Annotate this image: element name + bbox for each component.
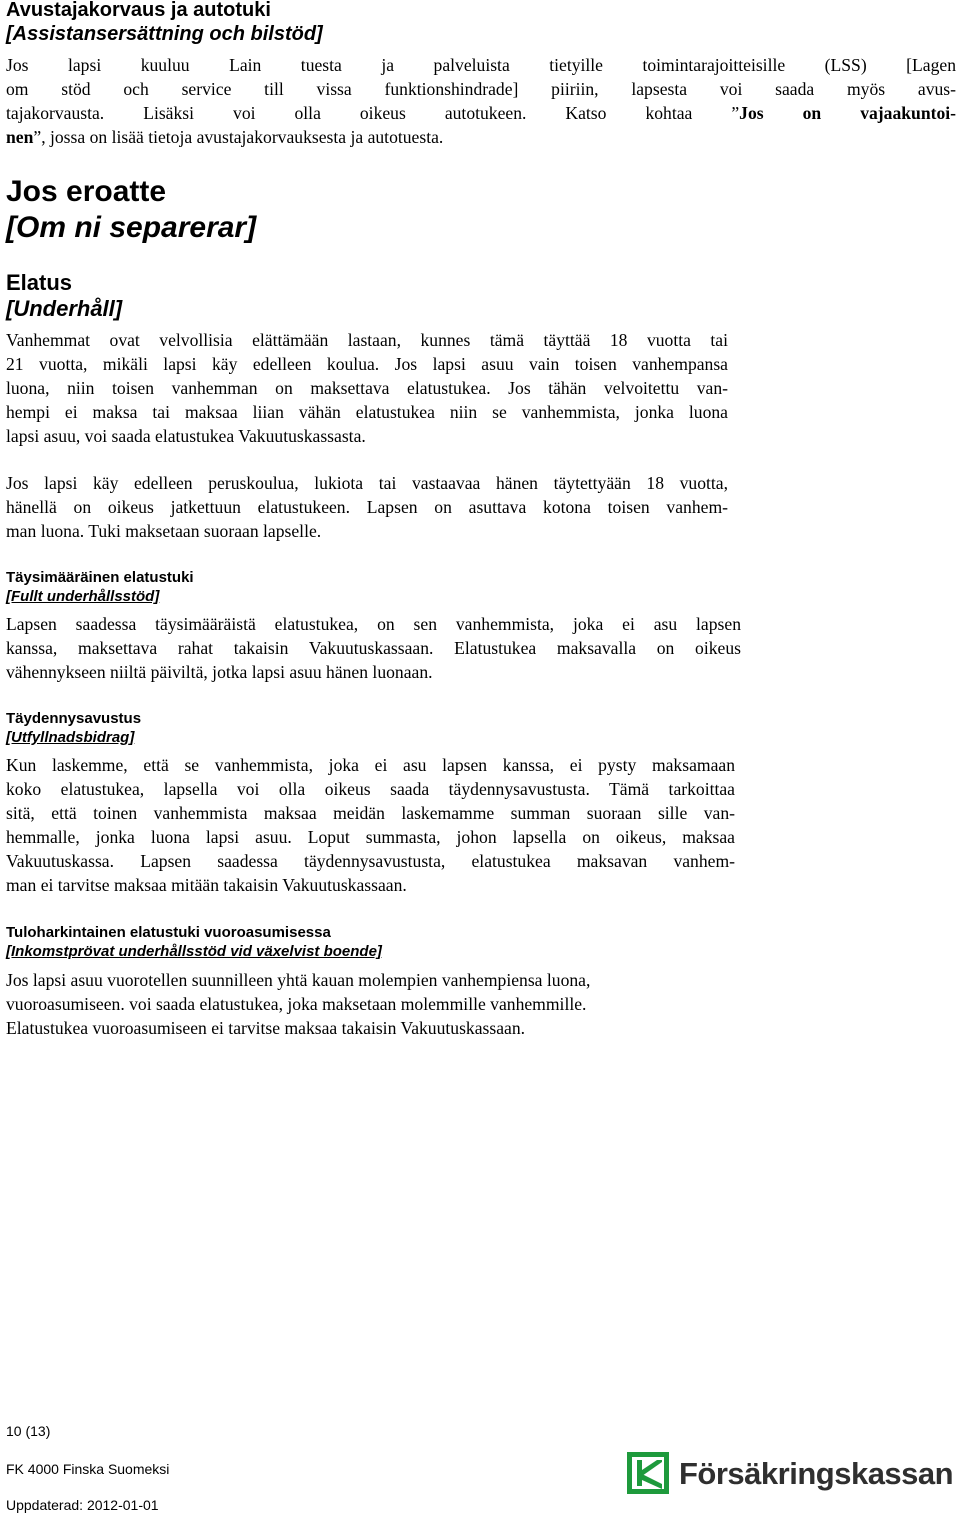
text-line: 21 vuotta, mikäli lapsi käy edelleen koulua. Jos lapsi asuu vain toisen vanhempansa: [6, 354, 728, 374]
text-line: Jos lapsi asuu vuorotellen suunnilleen yhtä kauan molempien vanhempiensa luona,: [6, 970, 591, 990]
paragraph-elatus-2: [6, 471, 728, 543]
heading-elatus: Elatus: [6, 270, 73, 295]
cross-reference-link-text: nen: [6, 127, 34, 147]
subheading-supplementary: [Utfyllnadsbidrag]: [6, 729, 135, 746]
text-line: [6, 125, 956, 149]
text-line: Elatustukea vuoroasumiseen ei tarvitse maksaa takaisin Vakuutuskassaan.: [6, 1018, 526, 1038]
heading-alternating-residence: Tuloharkintainen elatustuki vuoroasumisessa: [6, 924, 331, 941]
text-line: man ei tarvitse maksaa mitään takaisin Vakuutuskassaan.: [6, 875, 407, 895]
page-number: 10 (13): [6, 1423, 51, 1439]
text-line: lapsi asuu, voi saada elatustukea Vakuutuskassasta.: [6, 426, 366, 446]
text-line: sitä, että toinen vanhemmista maksaa meidän laskemamme summan suoraan sille van-: [6, 803, 735, 823]
paragraph-full-support: [6, 612, 741, 684]
text-line: hänellä on oikeus jatkettuun elatustukeen. Lapsen on asuttava kotona toisen vanhem-: [6, 497, 728, 517]
text-line: Kun laskemme, että se vanhemmista, joka ei asu lapsen kanssa, ei pysty maksamaan: [6, 755, 735, 775]
text-line: vähennykseen niiltä päiviltä, jotka lapsi asuu hänen luonaan.: [6, 662, 433, 682]
section-subtitle-assistance: [Assistansersättning och bilstöd]: [6, 23, 323, 45]
text-line: hemmalle, jonka luona lapsi asuu. Loput summasta, johon lapsella on oikeus, maksaa: [6, 827, 735, 847]
text-line: Lapsen saadessa täysimääräistä elatustukea, on sen vanhemmista, joka ei asu lapsen: [6, 614, 741, 634]
forsakringskassan-logo: [627, 1452, 957, 1500]
text-run: ”, jossa on lisää tietoja avustajakorvauksesta ja autotuesta.: [33, 127, 444, 147]
text-line: luona, niin toisen vanhemman on maksettava elatustukea. Jos tähän velvoitettu van-: [6, 378, 728, 398]
cross-reference-link-text: Jos on vajaakuntoi-: [739, 103, 957, 123]
subheading-full-support: [Fullt underhållsstöd]: [6, 588, 160, 605]
paragraph-supplementary: [6, 753, 735, 897]
forsakringskassan-logo-icon: [627, 1452, 669, 1494]
text-line: koko elatustukea, lapsella voi olla oikeus saada täydennysavustusta. Tämä tarkoittaa: [6, 779, 735, 799]
text-line: Jos lapsi kuuluu Lain tuesta ja palveluista tietyille toimintarajoitteisille (LSS) [Lagen: [6, 55, 956, 75]
paragraph-assistance: [6, 53, 956, 149]
subheading-elatus: [Underhåll]: [6, 296, 123, 321]
document-id: FK 4000 Finska Suomeksi: [6, 1461, 170, 1477]
heading-supplementary: Täydennysavustus: [6, 710, 142, 727]
text-line: Vanhemmat ovat velvollisia elättämään lastaan, kunnes tämä täyttää 18 vuotta tai: [6, 330, 728, 350]
subheading-alternating-residence: [Inkomstprövat underhållsstöd vid växelvist boende]: [6, 943, 382, 960]
text-line: kanssa, maksettava rahat takaisin Vakuutuskassaan. Elatustukea maksavalla on oikeus: [6, 638, 741, 658]
text-line: [6, 101, 956, 125]
subheading-divorce: [Om ni separerar]: [6, 211, 257, 244]
paragraph-elatus-1: [6, 328, 728, 448]
paragraph-alternating-residence: [6, 968, 956, 1040]
logo-wordmark: Försäkringskassan: [679, 1456, 954, 1491]
text-line: man luona. Tuki maksetaan suoraan lapselle.: [6, 521, 322, 541]
text-line: Jos lapsi käy edelleen peruskoulua, lukiota tai vastaavaa hänen täytettyään 18 vuotta,: [6, 473, 728, 493]
text-run: tajakorvausta. Lisäksi voi olla oikeus autotukeen. Katso kohtaa ”: [6, 103, 740, 123]
text-line: hempi ei maksa tai maksaa liian vähän elatustukea niin se vanhemmista, jonka luona: [6, 402, 728, 422]
heading-divorce: Jos eroatte: [6, 175, 167, 208]
heading-full-support: Täysimääräinen elatustuki: [6, 569, 194, 586]
updated-date: Uppdaterad: 2012-01-01: [6, 1497, 159, 1513]
text-line: vuoroasumiseen. voi saada elatustukea, joka maksetaan molemmille vanhemmille.: [6, 994, 587, 1014]
section-title-assistance: Avustajakorvaus ja autotuki: [6, 0, 271, 21]
text-line: Vakuutuskassa. Lapsen saadessa täydennysavustusta, elatustukea maksavan vanhem-: [6, 851, 735, 871]
text-line: om stöd och service till vissa funktionshindrade] piiriin, lapsesta voi saada myös avus-: [6, 79, 956, 99]
